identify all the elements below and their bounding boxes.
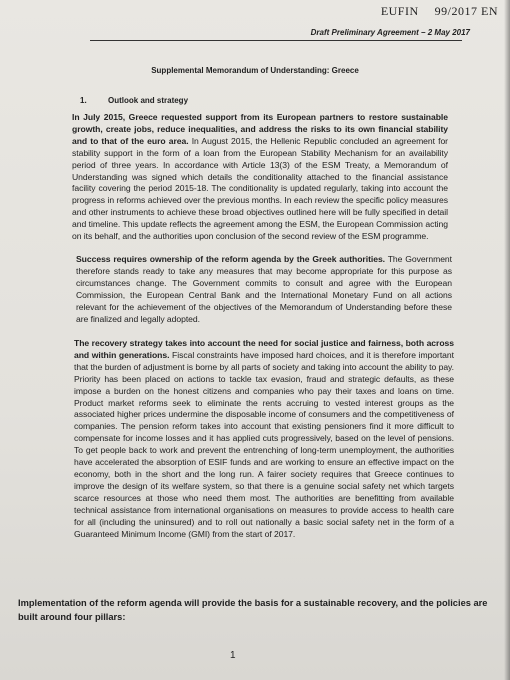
page-edge-shadow <box>504 0 510 680</box>
paragraph-ownership <box>76 254 452 325</box>
paragraph-recovery-strategy <box>74 338 454 540</box>
paragraph-body: Fiscal constraints have imposed hard choices, and it is therefore important that the burden of adjustment is borne by all parts of society and taking into account the ability to pay. Priority has been placed on actions to tackle tax evasion, fraud and strategic defaults, as these impose a burden on the honest citizens and companies who pay their taxes and loans on time. Product market reforms seek to eliminate the rents accruing to vested interest groups as the associated higher prices undermine the disposable income of consumers and the competitiveness of companies. The pension reform takes into account that existing pensioners find it more difficult to compensate for income losses and it has applied cuts progressively, based on the level of pensions. To get people back to work and prevent the entrenching of long-term unemployment, the authorities have accelerated the absorption of ESIF funds and are working to ensure an effective impact on the economy, both in the short and the long run. A fairer society requires that Greece continues to improve the design of its welfare system, so that there is a genuine social safety net which targets scarce resources at those who need them most. The authorities are benefitting from available technical assistance from international organisations on measures to provide access to health care for all (including the uninsured) and to roll out nationally a basic social safety net in the form of a Guaranteed Minimum Income (GMI) from the start of 2017. <box>74 349 454 539</box>
paragraph-lead: The recovery strategy takes into account the need for social justice and fairness, both across and within generations. <box>74 338 454 360</box>
header-rule <box>90 40 462 41</box>
paragraph-request-support <box>72 112 448 243</box>
section-number: 1. <box>80 96 87 105</box>
draft-label: Draft Preliminary Agreement – 2 May 2017 <box>310 28 470 37</box>
document-series: EUFIN <box>380 4 419 18</box>
section-title: Outlook and strategy <box>108 96 189 105</box>
document-number: 99/2017 EN <box>434 4 498 18</box>
paragraph-lead: In July 2015, Greece requested support from its European partners to restore sustainable growth, create jobs, reduce inequalities, and address the risks to its own financial stability and to that of the euro area. <box>72 112 448 146</box>
paragraph-body: In August 2015, the Hellenic Republic concluded an agreement for stability support in the form of a loan from the European Stability Mechanism for an availability period of three years. In accordance with Article 13(3) of the ESM Treaty, a Memorandum of Understanding was signed which details the conditionality attached to the financial assistance facility covering the period 2015-18. The conditionality is updated regularly, taking into account the progress in reforms achieved over the previous months. In each review the specific policy measures and other instruments to achieve these broad objectives outlined here will be fully specified in detail and timeline. This update reflects the agreement among the ESM, the European Commission acting on its behalf, and the authorities upon conclusion of the second review of the ESM programme. <box>72 135 448 242</box>
document-title: Supplemental Memorandum of Understanding: Greece <box>151 66 359 75</box>
paragraph-body: The Government therefore stands ready to take any measures that may become appropriate for this purpose as circumstances change. The Government commits to consult and agree with the European Commission, the European Central Bank and the International Monetary Fund on all actions relevant for the achievement of the objectives of the Memorandum of Understanding before these are finalized and legally adopted. <box>76 254 453 324</box>
paragraph-lead: Success requires ownership of the reform agenda by the Greek authorities. <box>76 254 386 264</box>
pillars-intro: Implementation of the reform agenda will provide the basis for a sustainable recovery, and the policies are built around four pillars: <box>18 598 488 622</box>
document-reference <box>365 4 498 19</box>
page-number: 1 <box>230 650 236 661</box>
section-heading <box>80 96 188 105</box>
